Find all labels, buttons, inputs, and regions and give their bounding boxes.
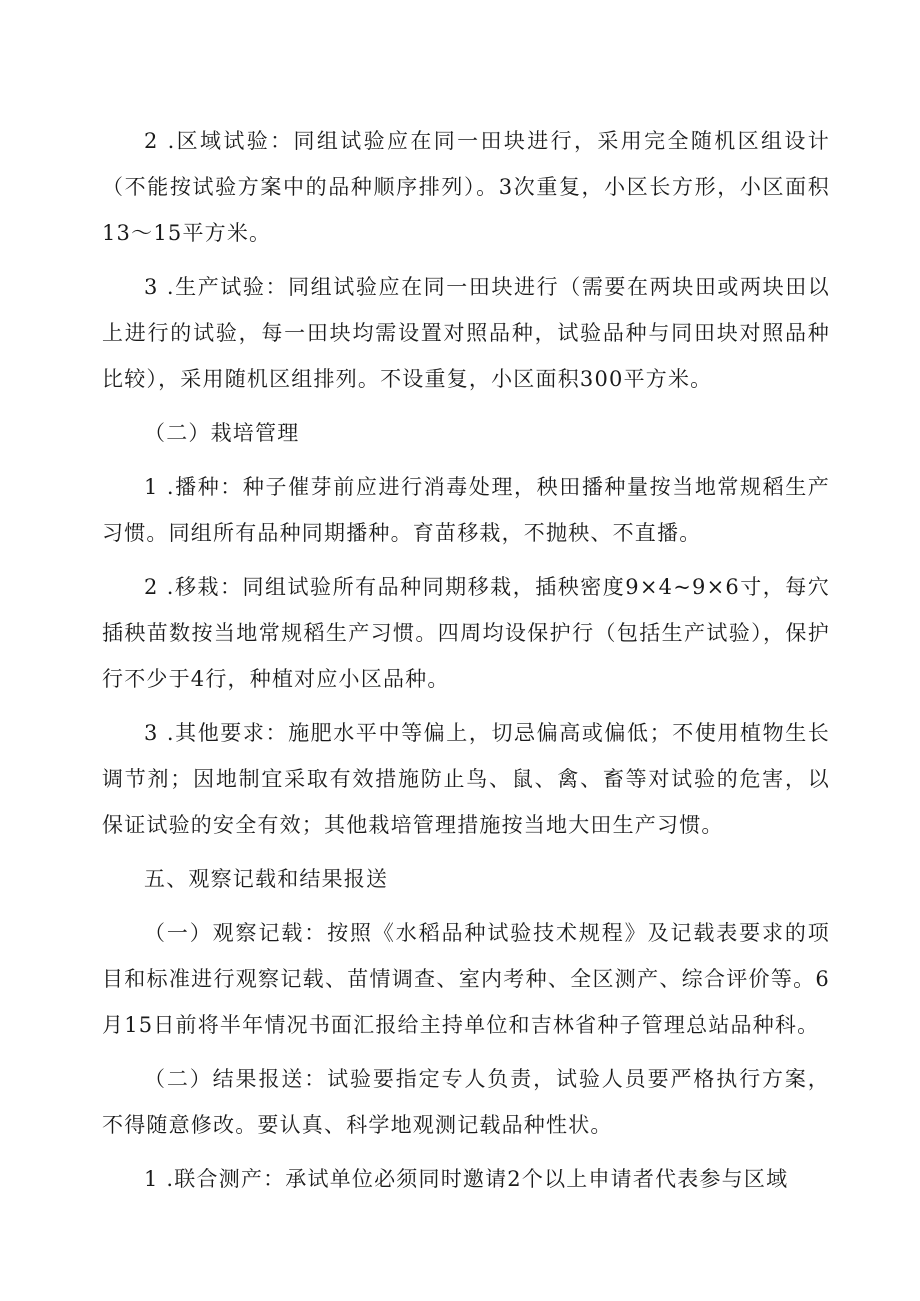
- paragraph-result-reporting: （二）结果报送：试验要指定专人负责，试验人员要严格执行方案，不得随意修改。要认真、科学地观测记载品种性状。: [102, 1067, 830, 1137]
- paragraph-observation-records: （一）观察记载：按照《水稻品种试验技术规程》及记载表要求的项目和标准进行观察记载、苗情调查、室内考种、全区测产、综合评价等。6月15日前将半年情况书面汇报给主持单位和吉林省种子管理总站品种科。: [102, 921, 830, 1037]
- paragraph-other-requirements: 3 .其他要求：施肥水平中等偏上，切忌偏高或偏低；不使用植物生长调节剂；因地制宜采取有效措施防止鸟、鼠、禽、畜等对试验的危害，以保证试验的安全有效；其他栽培管理措施按当地大田生产习惯。: [102, 721, 830, 837]
- paragraph-production-trial: 3 .生产试验：同组试验应在同一田块进行（需要在两块田或两块田以上进行的试验，每一田块均需设置对照品种，试验品种与同田块对照品种比较），采用随机区组排列。不设重复，小区面积300平方米。: [102, 275, 830, 391]
- paragraph-regional-trial: 2 .区域试验：同组试验应在同一田块进行，采用完全随机区组设计（不能按试验方案中的品种顺序排列）。3次重复，小区长方形，小区面积13～15平方米。: [102, 129, 830, 245]
- paragraph-joint-yield-test: 1 .联合测产：承试单位必须同时邀请2个以上申请者代表参与区域: [144, 1167, 789, 1191]
- section-heading-cultivation: （二）栽培管理: [144, 421, 300, 445]
- section-heading-observation: 五、观察记载和结果报送: [144, 867, 389, 891]
- paragraph-transplanting: 2 .移栽：同组试验所有品种同期移栽，插秧密度9×4~9×6寸，每穴插秧苗数按当地常规稻生产习惯。四周均设保护行（包括生产试验），保护行不少于4行，种植对应小区品种。: [102, 575, 830, 691]
- paragraph-sowing: 1 .播种：种子催芽前应进行消毒处理，秧田播种量按当地常规稻生产习惯。同组所有品种同期播种。育苗移栽，不抛秧、不直播。: [102, 475, 830, 545]
- document-body: [102, 118, 830, 1210]
